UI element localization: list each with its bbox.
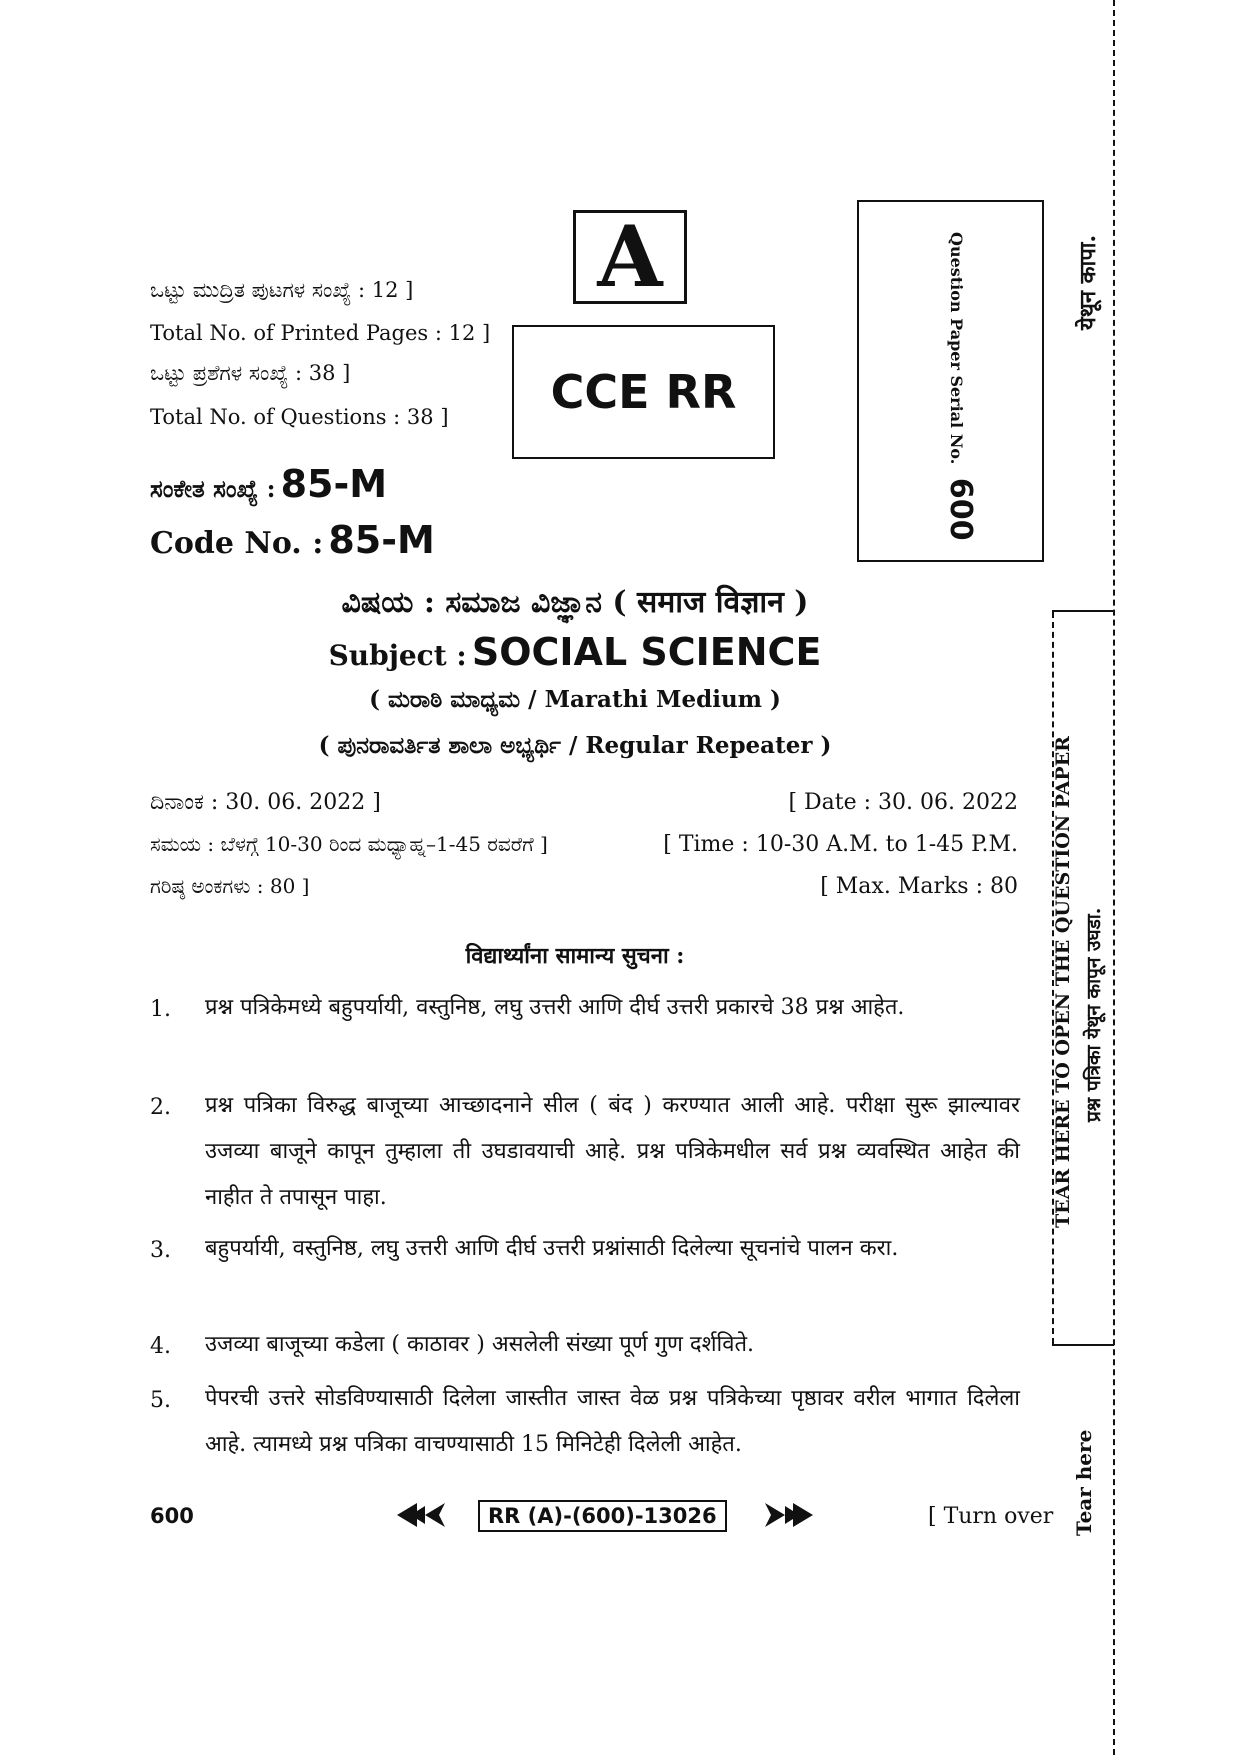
serial-number-label	[943, 232, 978, 540]
cut-line-right	[1113, 0, 1115, 1755]
time-en: [ Time : 10-30 A.M. to 1-45 P.M.	[663, 832, 1018, 857]
questions-kn: ಒಟ್ಟು ಪ್ರಶೆಗಳ ಸಂಖ್ಯೆ : 38 ]	[150, 361, 351, 385]
serial-value-text: 600	[943, 477, 978, 541]
subject-kn: ವಿಷಯ : ಸಮಾಜ ವಿಜ್ಞಾನ ( समाज विज्ञान )	[341, 585, 809, 620]
instruction-item-3	[150, 1226, 1020, 1272]
subject-en-value: SOCIAL SCIENCE	[471, 630, 822, 674]
instruction-text: पेपरची उत्तरे सोडविण्यासाठी दिलेला जास्तीत जास्त वेळ प्रश्न पत्रिकेच्या पृष्ठावर वरील भागात दिलेला आहे. त्यामध्ये प्रश्न पत्रिका वाचण्यासाठी 15 मिनिटेही दिलेली आहेत.	[205, 1386, 1020, 1457]
footer-code: RR (A)-(600)-13026	[478, 1500, 727, 1532]
turn-over-label: [ Turn over	[928, 1504, 1054, 1529]
instruction-number: 5.	[150, 1388, 171, 1413]
instruction-text: बहुपर्यायी, वस्तुनिष्ठ, लघु उत्तरी आणि दीर्घ उत्तरी प्रश्नांसाठी दिलेल्या सूचनांचे पालन करा.	[205, 1236, 899, 1261]
instruction-text: प्रश्न पत्रिकेमध्ये बहुपर्यायी, वस्तुनिष्ठ, लघु उत्तरी आणि दीर्घ उत्तरी प्रकारचे 38 प्रश्न आहेत.	[205, 995, 905, 1020]
questions-en: Total No. of Questions : 38 ]	[150, 405, 449, 429]
tear-line-top	[1052, 610, 1114, 612]
left-arrow-icon	[395, 1500, 453, 1530]
date-kn: ದಿನಾಂಕ : 30. 06. 2022 ]	[150, 790, 381, 815]
tear-instruction-en: TEAR HERE TO OPEN THE QUESTION PAPER	[1052, 736, 1074, 1228]
medium-line: ( ಮರಾಠಿ ಮಾಧ್ಯಮ / Marathi Medium )	[369, 686, 781, 713]
instruction-text: प्रश्न पत्रिका विरुद्ध बाजूच्या आच्छादनाने सील ( बंद ) करण्यात आली आहे. परीक्षा सुरू झाल्यावर उजव्या बाजूने कापून तुम्हाला ती उघडावयाची आहे. प्रश्न पत्रिकेमधील सर्व प्रश्न व्यवस्थित आहेत की नाहीत ते तपासून पाहा.	[205, 1093, 1020, 1210]
subject-en-label: Subject :	[328, 639, 467, 672]
printed-pages-en: Total No. of Printed Pages : 12 ]	[150, 321, 491, 345]
footer-page-number: 600	[150, 1504, 194, 1528]
subject-en	[140, 630, 1010, 674]
version-letter-box: A	[573, 210, 687, 304]
code-en-label: Code No. :	[150, 526, 324, 561]
tear-line-bottom	[1052, 1344, 1114, 1346]
code-kn-label: ಸಂಕೇತ ಸಂಖ್ಯೆ :	[150, 474, 276, 503]
date-en: [ Date : 30. 06. 2022	[788, 790, 1018, 815]
instruction-number: 3.	[150, 1238, 171, 1263]
instruction-item-5	[150, 1376, 1020, 1468]
instruction-number: 4.	[150, 1334, 171, 1359]
code-kn-value: 85-M	[280, 462, 388, 506]
instruction-item-2	[150, 1083, 1020, 1221]
code-kn	[150, 462, 387, 506]
instruction-number: 2.	[150, 1095, 171, 1120]
marks-en: [ Max. Marks : 80	[820, 874, 1018, 899]
serial-label-text: Question Paper Serial No.	[947, 232, 966, 465]
instruction-item-4	[150, 1322, 1020, 1368]
code-en	[150, 518, 435, 562]
tear-instruction-mr: प्रश्न पत्रिका येथून कापून उघडा.	[1083, 907, 1105, 1122]
right-arrow-icon	[757, 1500, 815, 1530]
candidate-line: ( ಪುನರಾವರ್ತಿತ ಶಾಲಾ ಅಭ್ಯರ್ಥಿ / Regular Repeater )	[318, 732, 832, 759]
series-box: CCE RR	[512, 325, 775, 459]
marks-kn: ಗರಿಷ್ಠ ಅಂಕಗಳು : 80 ]	[150, 874, 310, 898]
instruction-item-1	[150, 985, 1020, 1031]
printed-pages-kn: ಒಟ್ಟು ಮುದ್ರಿತ ಪುಟಗಳ ಸಂಖ್ಯೆ : 12 ]	[150, 278, 414, 302]
time-kn: ಸಮಯ : ಬೆಳಗ್ಗೆ 10-30 ರಿಂದ ಮಧ್ಯಾಹ್ನ–1-45 ರವರೆಗೆ ]	[150, 832, 548, 856]
code-en-value: 85-M	[328, 518, 435, 562]
instruction-number: 1.	[150, 997, 171, 1022]
instruction-text: उजव्या बाजूच्या कडेला ( काठावर ) असलेली संख्या पूर्ण गुण दर्शविते.	[205, 1332, 755, 1357]
instructions-heading: विद्यार्थ्यांना सामान्य सुचना :	[465, 943, 685, 969]
tear-here-label: Tear here	[1072, 1429, 1096, 1536]
side-cut-top-text: येथून कापा.	[1075, 234, 1101, 330]
